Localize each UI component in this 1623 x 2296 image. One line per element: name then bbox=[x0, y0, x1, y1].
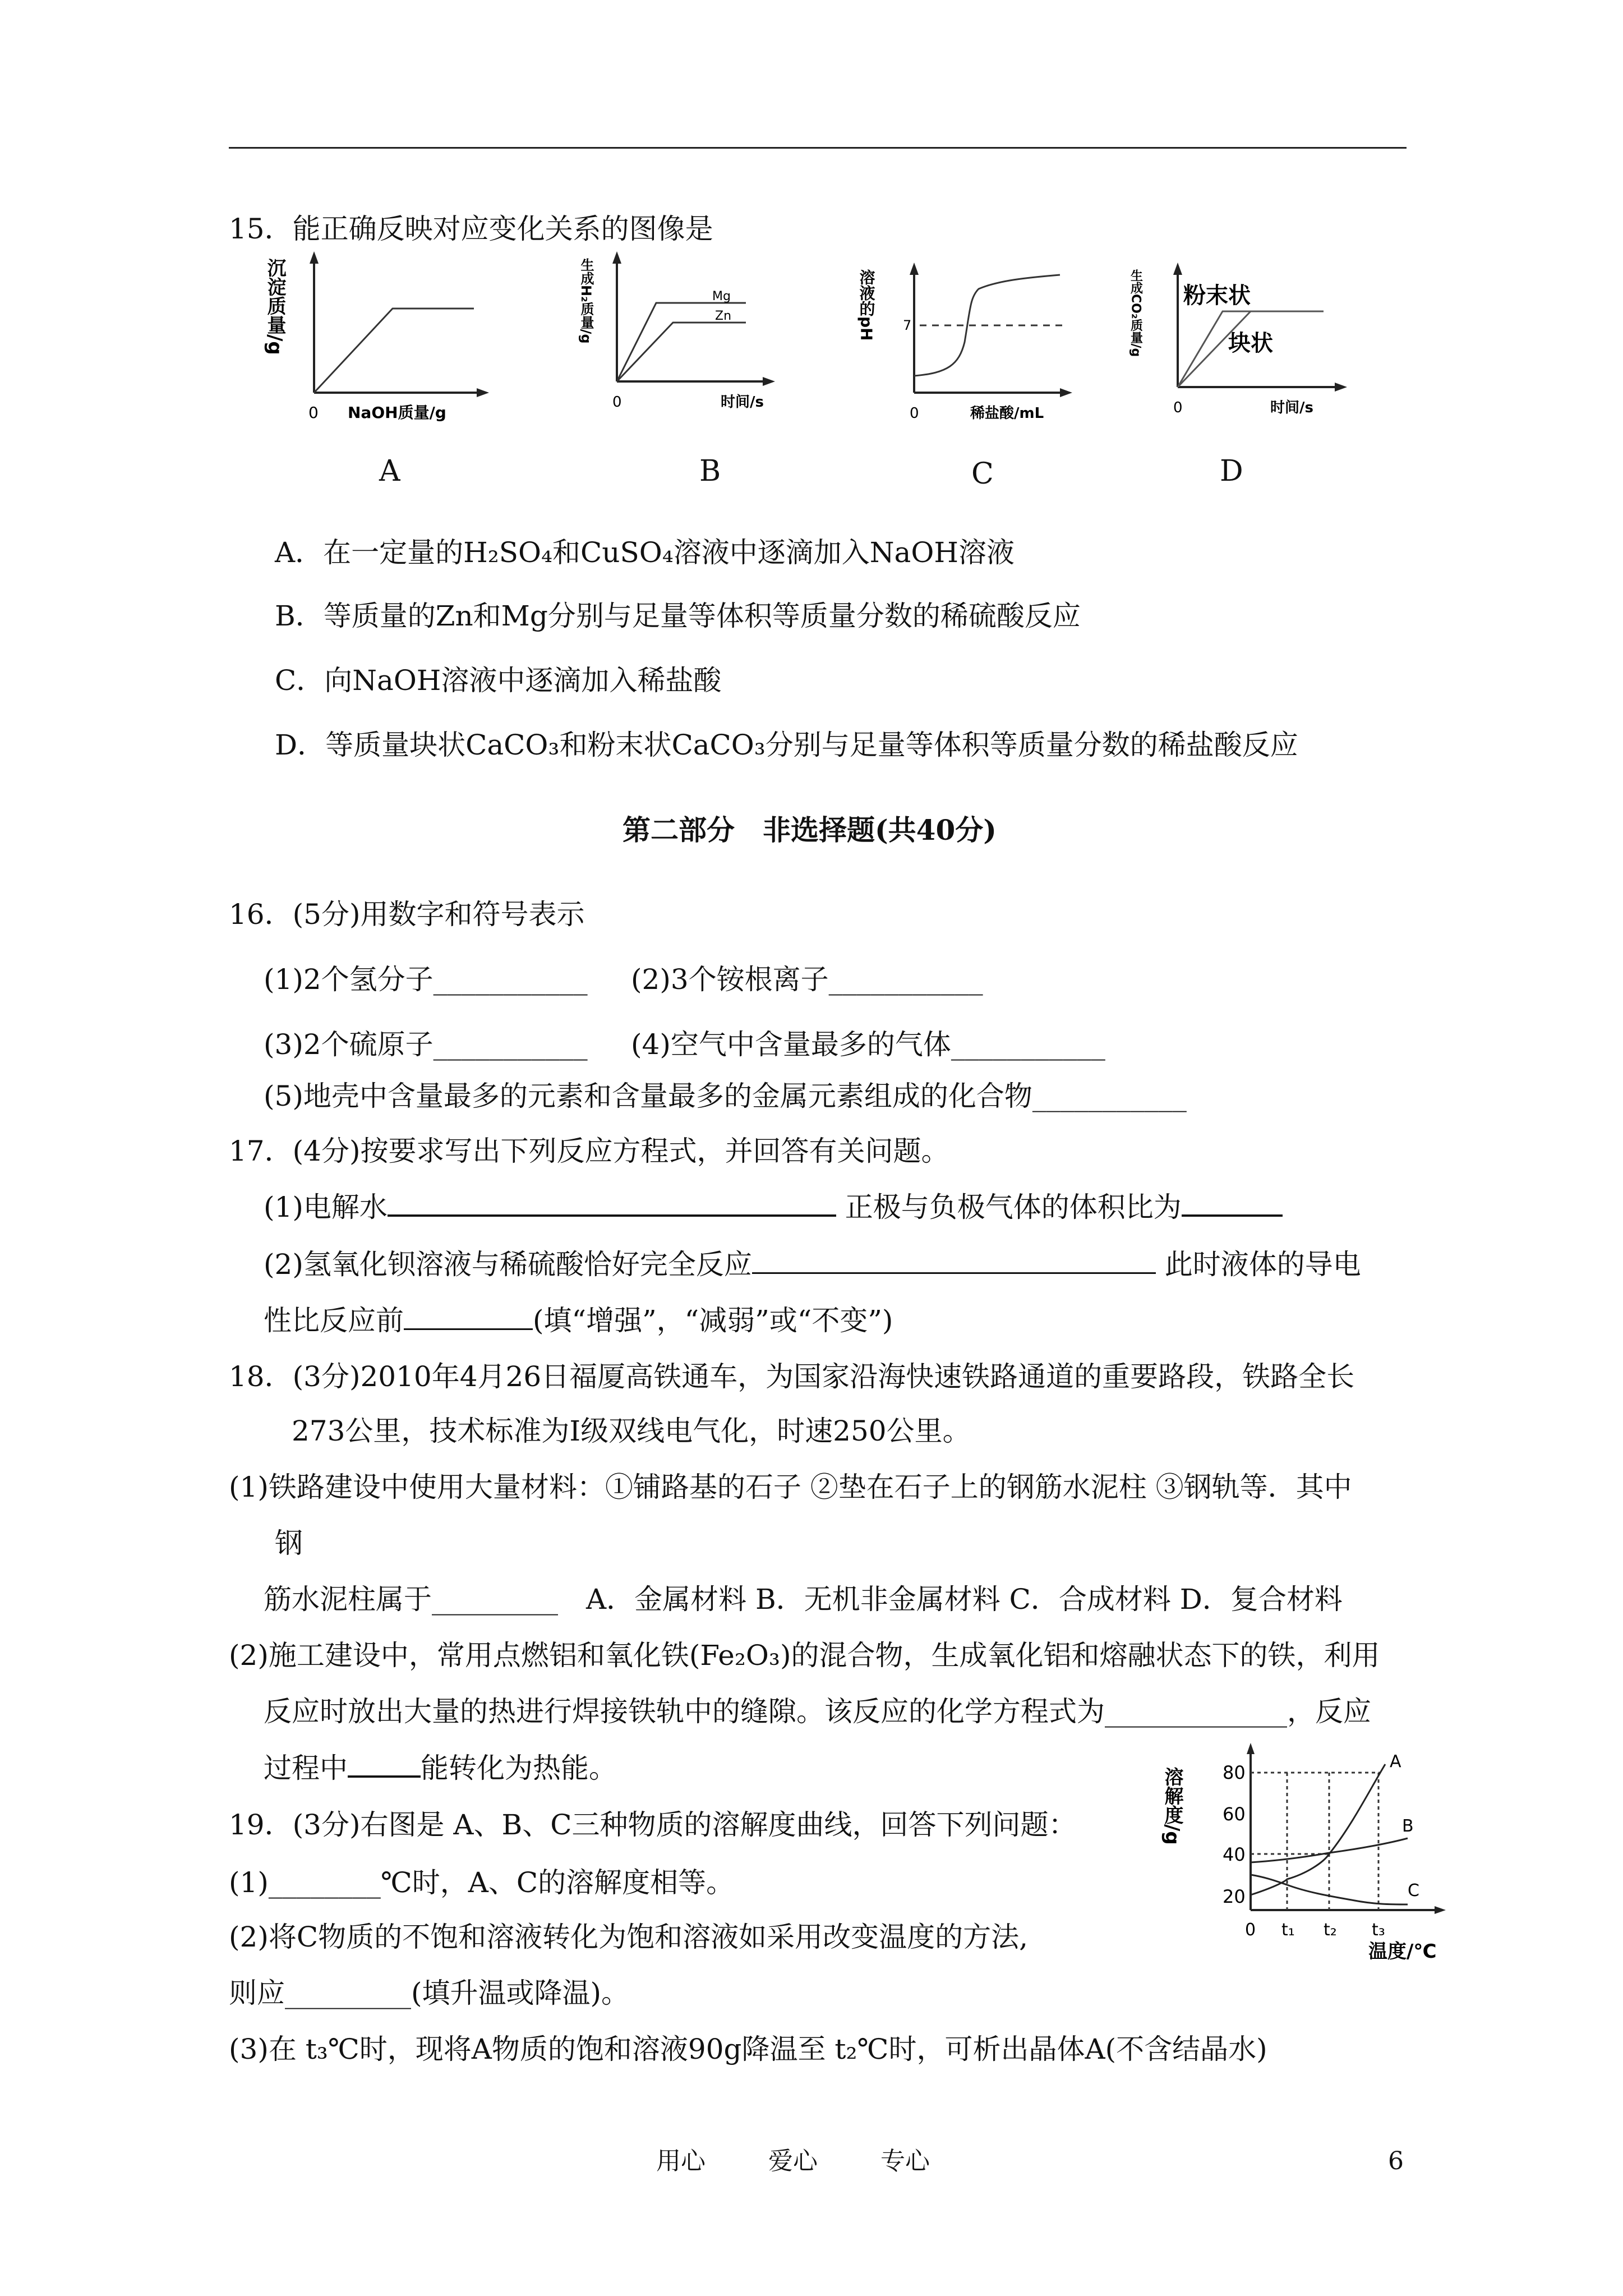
graph-label-c: C bbox=[971, 457, 994, 491]
q15-option-c: C．向NaOH溶液中逐滴加入稀盐酸 bbox=[275, 664, 722, 697]
q15-option-d: D．等质量块状CaCO₃和粉末状CaCO₃分别与足量等体积等质量分数的稀盐酸反应 bbox=[275, 729, 1298, 761]
footer-motto-1: 用心 bbox=[656, 2147, 706, 2175]
xtick-t3: t₃ bbox=[1372, 1920, 1385, 1940]
q18-part-2-end-text: 过程中 bbox=[264, 1752, 348, 1784]
graph-a-origin: 0 bbox=[308, 403, 319, 422]
xtick-t2: t₂ bbox=[1324, 1920, 1337, 1940]
q19-stem: 19．(3分)右图是 A、B、C三种物质的溶解度曲线，回答下列问题： bbox=[229, 1809, 1077, 1841]
q18-stem-2: 273公里，技术标准为Ⅰ级双线电气化，时速250公里。 bbox=[292, 1415, 971, 1447]
graph-b-ylabel: 生成H₂质量/g bbox=[578, 258, 594, 344]
q18-part-1: (1)铁路建设中使用大量材料：①铺路基的石子 ②垫在石子上的钢筋水泥柱 ③钢轨等．其中 bbox=[229, 1471, 1352, 1503]
ytick-80: 80 bbox=[1223, 1762, 1246, 1783]
graph-d-xlabel: 时间/s bbox=[1270, 399, 1313, 416]
ytick-40: 40 bbox=[1223, 1844, 1246, 1865]
q16-stem: 16．(5分)用数字和符号表示 bbox=[229, 898, 585, 931]
q17-blank-conductivity[interactable] bbox=[404, 1304, 533, 1330]
graph-d bbox=[1127, 258, 1363, 426]
q15-stem: 15．能正确反映对应变化关系的图像是 bbox=[229, 213, 713, 245]
graph-d-ylabel: 生成CO₂质量/g bbox=[1128, 269, 1143, 357]
graph-a bbox=[264, 247, 510, 426]
solubility-xlabel: 温度/℃ bbox=[1368, 1940, 1437, 1963]
graph-d-origin: 0 bbox=[1173, 399, 1183, 416]
q17-part-2-question: 此时液体的导电 bbox=[1164, 1248, 1361, 1281]
ytick-60: 60 bbox=[1223, 1803, 1246, 1825]
q16-item-3: (3)2个硫原子___________ bbox=[264, 1028, 588, 1061]
q18-stem-1: 18．(3分)2010年4月26日福厦高铁通车，为国家沿海快速铁路通道的重要路段，铁路全长 bbox=[229, 1360, 1355, 1393]
series-label-c: C bbox=[1408, 1881, 1419, 1901]
q17-stem: 17．(4分)按要求写出下列反应方程式，并回答有关问题。 bbox=[229, 1135, 949, 1167]
q18-part-1-wrap: 钢 bbox=[275, 1527, 303, 1559]
q19-part-2-cont: 则应_________(填升温或降温)。 bbox=[229, 1977, 630, 2009]
footer-motto-2: 爱心 bbox=[768, 2147, 818, 2175]
graph-label-d: D bbox=[1220, 454, 1243, 488]
solubility-chart bbox=[1161, 1742, 1481, 1977]
xtick-t1: t₁ bbox=[1281, 1920, 1295, 1940]
graph-d-lump-label: 块状 bbox=[1228, 330, 1273, 356]
series-label-a: A bbox=[1390, 1752, 1401, 1772]
q15-option-a: A．在一定量的H₂SO₄和CuSO₄溶液中逐滴加入NaOH溶液 bbox=[275, 536, 1015, 569]
graph-b bbox=[578, 247, 813, 415]
q17-part-2-cont-text: 性比反应前 bbox=[264, 1304, 404, 1337]
graph-c bbox=[858, 258, 1094, 426]
graph-a-ylabel: 沉淀质量/g bbox=[264, 258, 286, 355]
q17-part-2-hint: (填“增强”，“减弱”或“不变”) bbox=[533, 1304, 893, 1337]
series-label-b: B bbox=[1402, 1816, 1414, 1836]
graph-b-origin: 0 bbox=[612, 394, 622, 411]
graph-d-powder-label: 粉末状 bbox=[1183, 283, 1251, 309]
graph-b-series-mg: Mg bbox=[712, 289, 731, 303]
q17-part-1-question: 正极与负极气体的体积比为 bbox=[845, 1191, 1182, 1223]
graph-c-ph7: 7 bbox=[903, 318, 912, 333]
q19-part-2: (2)将C物质的不饱和溶液转化为饱和溶液如采用改变温度的方法, bbox=[229, 1921, 1028, 1953]
q16-item-5: (5)地壳中含量最多的元素和含量最多的金属元素组成的化合物___________ bbox=[264, 1080, 1187, 1112]
graph-b-xlabel: 时间/s bbox=[721, 394, 764, 411]
header-rule bbox=[229, 147, 1407, 149]
graph-label-b: B bbox=[699, 454, 721, 488]
q19-part-3: (3)在 t₃℃时，现将A物质的饱和溶液90g降温至 t₂℃时，可析出晶体A(不含结晶水) bbox=[229, 2033, 1267, 2065]
graph-a-xlabel: NaOH质量/g bbox=[348, 403, 446, 422]
q18-part-2-end bbox=[264, 1751, 617, 1785]
q17-part-1 bbox=[264, 1190, 1283, 1224]
q17-blank-ratio[interactable] bbox=[1182, 1190, 1283, 1217]
graph-c-origin: 0 bbox=[910, 405, 919, 422]
graph-label-a: A bbox=[379, 454, 400, 488]
q18-blank-energy[interactable] bbox=[348, 1751, 421, 1778]
q18-part-2-cont: 反应时放出大量的热进行焊接铁轨中的缝隙。该反应的化学方程式为_____________，反应 bbox=[264, 1695, 1371, 1728]
q17-part-2-cont bbox=[264, 1304, 893, 1337]
q18-part-2-end-tail: 能转化为热能。 bbox=[421, 1752, 617, 1784]
footer-motto-3: 专心 bbox=[880, 2147, 930, 2175]
q16-item-2: (2)3个铵根离子___________ bbox=[631, 963, 983, 996]
q17-blank-equation-1[interactable] bbox=[388, 1190, 836, 1217]
q16-item-4: (4)空气中含量最多的气体___________ bbox=[631, 1028, 1105, 1061]
q17-blank-equation-2[interactable] bbox=[752, 1248, 1156, 1274]
ytick-20: 20 bbox=[1223, 1886, 1246, 1907]
q18-part-2: (2)施工建设中，常用点燃铝和氧化铁(Fe₂O₃)的混合物，生成氧化铝和熔融状态下的铁，利用 bbox=[229, 1639, 1380, 1672]
q17-part-2-text: (2)氢氧化钡溶液与稀硫酸恰好完全反应 bbox=[264, 1248, 752, 1281]
q17-part-2 bbox=[264, 1248, 1361, 1281]
xtick-0: 0 bbox=[1245, 1920, 1256, 1940]
graph-c-xlabel: 稀盐酸/mL bbox=[970, 405, 1044, 422]
q15-option-b: B．等质量的Zn和Mg分别与足量等体积等质量分数的稀硫酸反应 bbox=[275, 600, 1081, 632]
q16-item-1: (1)2个氢分子___________ bbox=[264, 963, 588, 996]
solubility-ylabel: 溶解度/g bbox=[1161, 1767, 1183, 1845]
section-title: 第二部分 非选择题(共40分) bbox=[623, 813, 997, 846]
q18-part-1-options: 筋水泥柱属于_________ A．金属材料 B．无机非金属材料 C．合成材料 D．复合材料 bbox=[264, 1583, 1343, 1616]
q17-part-1-text: (1)电解水 bbox=[264, 1191, 388, 1223]
page-number: 6 bbox=[1388, 2147, 1404, 2175]
graph-b-series-zn: Zn bbox=[715, 309, 732, 323]
graph-c-ylabel: 溶液的pH bbox=[857, 269, 876, 341]
q19-part-1: (1)________℃时，A、C的溶解度相等。 bbox=[229, 1866, 735, 1899]
